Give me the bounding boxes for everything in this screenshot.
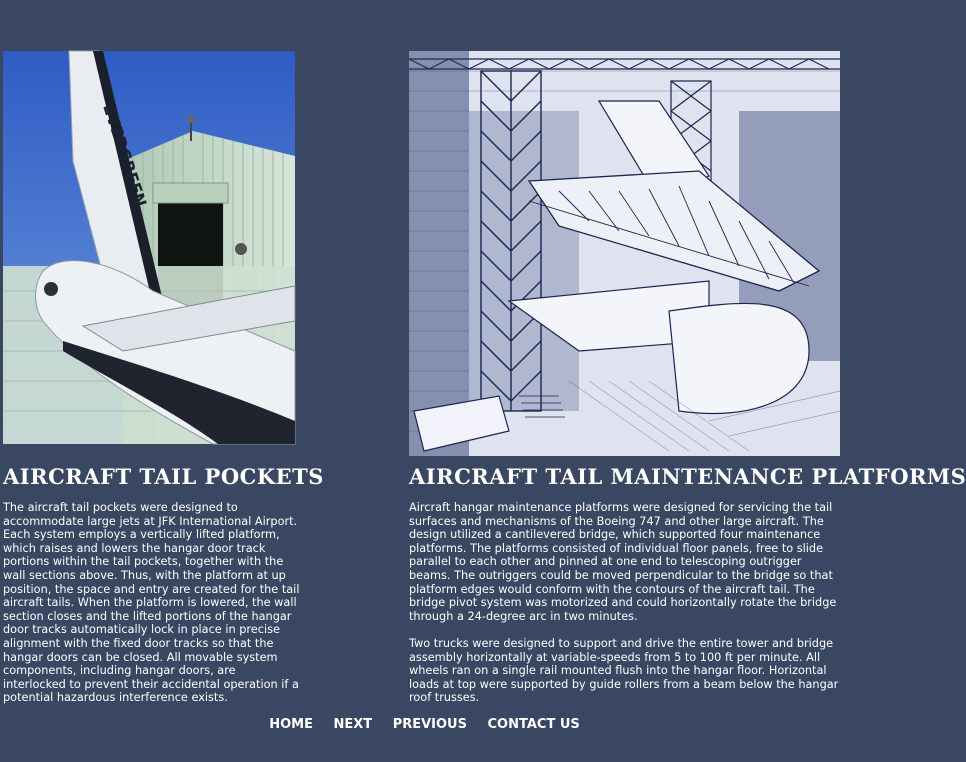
maintenance-platform-drawing: [409, 51, 840, 456]
tail-pocket-photo: [3, 51, 295, 444]
platforms-paragraph-1: Aircraft hangar maintenance platforms were designed for servicing the tail surfaces and mechanisms of the Boeing 747 and other large aircraft. The design utilized a cantilevered bridge, which supported four maintenance platforms. The platforms consisted of individual floor panels, free to slide parallel to each other and pinned at one end to telescoping outrigger beams. The outriggers could be moved perpendicular to the bridge so that platform edges would conform with the contours of the aircraft tail. The bridge pivot system was motorized and could horizontally rotate the bridge through a 24-degree arc in two minutes.: [409, 501, 837, 623]
platforms-paragraph-2: Two trucks were designed to support and drive the entire tower and bridge assembly horizontally at variable-speeds from 5 to 100 ft per minute. All wheels ran on a single rail mounted flush into the hangar floor. Horizontal loads at top were supported by guide rollers from a beam below the hangar roof trusses.: [409, 636, 839, 705]
tail-pockets-paragraph: The aircraft tail pockets were designed to accommodate large jets at JFK International Airport. Each system employs a vertically lifted platform, which raises and lowers the hangar door track portions within the tail pockets, together with the wall sections above. Thus, with the platform at up position, the space and entry are created for the tail aircraft tails. When the platform is lowered, the wall section closes and the lifted portions of the hangar door tracks automatically lock in place in precise alignment with the fixed door tracks so that the hangar doors can be closed. All movable system components, including hangar doors, are interlocked to prevent their accidental operation if a potential hazardous interference exists.: [3, 501, 300, 705]
nav-home-link[interactable]: HOME: [269, 717, 313, 732]
evergreen-lettering: EVERGREEN: [99, 101, 151, 210]
tail-pockets-description: [3, 501, 301, 705]
bottom-navigation: [0, 717, 849, 732]
nav-next-link[interactable]: NEXT: [333, 717, 373, 732]
maintenance-platforms-description: [409, 501, 846, 705]
nav-previous-link[interactable]: PREVIOUS: [392, 717, 467, 732]
maintenance-platforms-title: AIRCRAFT TAIL MAINTENANCE PLATFORMS: [409, 464, 966, 489]
nav-contact-link[interactable]: CONTACT US: [487, 717, 580, 732]
tail-pockets-title: AIRCRAFT TAIL POCKETS: [3, 464, 324, 489]
